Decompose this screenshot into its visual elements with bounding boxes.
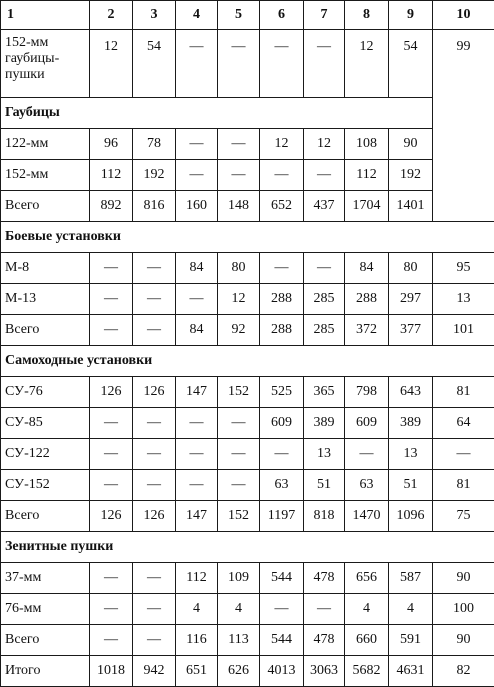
table-cell: —: [304, 253, 345, 284]
table-cell: 100: [433, 594, 494, 625]
table-cell: —: [260, 160, 304, 191]
table-cell: 643: [389, 377, 433, 408]
table-cell: —: [260, 439, 304, 470]
table-cell: 13: [389, 439, 433, 470]
table-cell: —: [90, 253, 133, 284]
row-label: Итого: [1, 656, 90, 687]
table-cell: 816: [133, 191, 176, 222]
table-cell: 13: [304, 439, 345, 470]
table-cell: 1470: [345, 501, 389, 532]
table-cell: 288: [260, 284, 304, 315]
header-cell: 4: [176, 1, 218, 30]
table-cell: —: [176, 470, 218, 501]
table-cell: —: [218, 129, 260, 160]
table-row: [1, 377, 494, 408]
table-cell: 609: [345, 408, 389, 439]
table-cell: 3063: [304, 656, 345, 687]
header-cell: 10: [433, 1, 494, 30]
table-cell: 80: [389, 253, 433, 284]
table-cell: 51: [304, 470, 345, 501]
table-cell: 116: [176, 625, 218, 656]
table-cell: 4: [218, 594, 260, 625]
table-cell: —: [133, 625, 176, 656]
table-cell: 478: [304, 563, 345, 594]
table-cell: 798: [345, 377, 389, 408]
table-cell: 82: [433, 656, 494, 687]
row-label: СУ-122: [1, 439, 90, 470]
table-cell: —: [133, 253, 176, 284]
table-cell: —: [133, 284, 176, 315]
table-row: [1, 191, 494, 222]
table-cell: 942: [133, 656, 176, 687]
table-cell: 112: [176, 563, 218, 594]
table-cell: —: [260, 30, 304, 98]
table-cell: 54: [389, 30, 433, 98]
table-cell: 126: [90, 501, 133, 532]
table-cell: 1096: [389, 501, 433, 532]
table-row-grand-total: [1, 656, 494, 687]
table-cell: —: [218, 160, 260, 191]
table-cell: —: [133, 470, 176, 501]
table-row: [1, 470, 494, 501]
row-label: Всего: [1, 501, 90, 532]
table-cell: —: [433, 439, 494, 470]
table-cell: 12: [218, 284, 260, 315]
table-cell: 372: [345, 315, 389, 346]
section-title: Зенитные пушки: [1, 532, 494, 563]
row-label: СУ-76: [1, 377, 90, 408]
table-cell: —: [176, 30, 218, 98]
table-cell: 389: [389, 408, 433, 439]
table-cell: 113: [218, 625, 260, 656]
table-cell: 4631: [389, 656, 433, 687]
header-cell: 6: [260, 1, 304, 30]
table-cell: 4013: [260, 656, 304, 687]
table-cell: 4: [345, 594, 389, 625]
table-cell: 437: [304, 191, 345, 222]
header-cell: 7: [304, 1, 345, 30]
header-cell: 5: [218, 1, 260, 30]
table-row: [1, 439, 494, 470]
table-cell: 12: [90, 30, 133, 98]
table-cell: —: [218, 30, 260, 98]
table-cell: —: [176, 408, 218, 439]
section-row: [1, 222, 494, 253]
table-cell: —: [260, 594, 304, 625]
row-label: 122-мм: [1, 129, 90, 160]
table-cell: 285: [304, 315, 345, 346]
section-title: Самоходные установки: [1, 346, 494, 377]
table-cell: 544: [260, 625, 304, 656]
row-label: 152-мм гаубицы-пушки: [1, 30, 90, 98]
table-cell: 75: [433, 501, 494, 532]
table-cell: 78: [133, 129, 176, 160]
table-cell: 112: [90, 160, 133, 191]
table-cell: —: [176, 284, 218, 315]
row-label: СУ-85: [1, 408, 90, 439]
table-cell: —: [133, 408, 176, 439]
table-cell: —: [176, 129, 218, 160]
table-cell: 656: [345, 563, 389, 594]
table-cell: 192: [133, 160, 176, 191]
table-cell: 525: [260, 377, 304, 408]
section-row: [1, 98, 494, 129]
table-cell: —: [218, 408, 260, 439]
table-cell: 365: [304, 377, 345, 408]
row-label: 37-мм: [1, 563, 90, 594]
table-cell: 609: [260, 408, 304, 439]
table-cell: —: [133, 439, 176, 470]
table-cell: 90: [433, 625, 494, 656]
table-cell: 544: [260, 563, 304, 594]
header-cell: 8: [345, 1, 389, 30]
table-cell: —: [90, 408, 133, 439]
table-cell: 478: [304, 625, 345, 656]
table-row: [1, 30, 494, 98]
row-label: 76-мм: [1, 594, 90, 625]
table-cell: 4: [389, 594, 433, 625]
table-cell: —: [133, 563, 176, 594]
row-label: Всего: [1, 315, 90, 346]
table-cell: —: [133, 315, 176, 346]
table-cell: 126: [133, 377, 176, 408]
table-row: [1, 284, 494, 315]
table-row: [1, 315, 494, 346]
table-cell: —: [90, 625, 133, 656]
table-cell: —: [90, 439, 133, 470]
table-cell: —: [260, 253, 304, 284]
table-cell: —: [90, 315, 133, 346]
table-cell: 80: [218, 253, 260, 284]
table-cell: 126: [90, 377, 133, 408]
table-cell: 160: [176, 191, 218, 222]
table-cell: 13: [433, 284, 494, 315]
table-cell: 95: [433, 253, 494, 284]
table-cell: 147: [176, 377, 218, 408]
row-label: М-8: [1, 253, 90, 284]
table-cell: 148: [218, 191, 260, 222]
table-cell: 12: [260, 129, 304, 160]
table-cell: —: [218, 470, 260, 501]
section-title: Боевые установки: [1, 222, 494, 253]
row-label: СУ-152: [1, 470, 90, 501]
table-cell: 4: [176, 594, 218, 625]
table-cell: 285: [304, 284, 345, 315]
row-label: Всего: [1, 625, 90, 656]
table-cell: 626: [218, 656, 260, 687]
header-cell: 9: [389, 1, 433, 30]
table-cell: 587: [389, 563, 433, 594]
table-cell: 84: [345, 253, 389, 284]
table-cell: 1197: [260, 501, 304, 532]
table-cell: 96: [90, 129, 133, 160]
table-cell: 64: [433, 408, 494, 439]
table-row: [1, 160, 494, 191]
header-cell: 2: [90, 1, 133, 30]
table-cell: 377: [389, 315, 433, 346]
table-cell: 1401: [389, 191, 433, 222]
table-cell: 63: [345, 470, 389, 501]
table-cell: 81: [433, 377, 494, 408]
table-cell: —: [304, 594, 345, 625]
table-row: [1, 625, 494, 656]
table-cell: 1704: [345, 191, 389, 222]
table-cell: 892: [90, 191, 133, 222]
table-row: [1, 408, 494, 439]
section-row: [1, 532, 494, 563]
table-cell: 288: [345, 284, 389, 315]
table-row: [1, 563, 494, 594]
table-cell: 54: [133, 30, 176, 98]
table-cell: 81: [433, 470, 494, 501]
table-cell: —: [90, 563, 133, 594]
table-cell: 192: [389, 160, 433, 191]
table-row: [1, 501, 494, 532]
table-cell: 152: [218, 501, 260, 532]
header-cell: 1: [1, 1, 90, 30]
table-cell: —: [90, 470, 133, 501]
table-cell: —: [304, 160, 345, 191]
table-row: [1, 253, 494, 284]
table-cell: —: [176, 160, 218, 191]
table-cell: —: [176, 439, 218, 470]
table-cell: 1018: [90, 656, 133, 687]
table-cell: 101: [433, 315, 494, 346]
table-cell: 591: [389, 625, 433, 656]
table-cell: 109: [218, 563, 260, 594]
table-cell: —: [345, 439, 389, 470]
table-cell: 108: [345, 129, 389, 160]
row-label: Всего: [1, 191, 90, 222]
table-cell-merged: 99: [433, 30, 494, 222]
table-cell: 63: [260, 470, 304, 501]
table-row: [1, 129, 494, 160]
table-cell: 147: [176, 501, 218, 532]
table-cell: 84: [176, 253, 218, 284]
table-row: [1, 594, 494, 625]
row-label: 152-мм: [1, 160, 90, 191]
table-cell: 92: [218, 315, 260, 346]
table-cell: 51: [389, 470, 433, 501]
section-title: Гаубицы: [1, 98, 433, 129]
table-cell: 818: [304, 501, 345, 532]
table-cell: 652: [260, 191, 304, 222]
table-cell: 288: [260, 315, 304, 346]
table-cell: 112: [345, 160, 389, 191]
table-cell: 297: [389, 284, 433, 315]
table-cell: 152: [218, 377, 260, 408]
table-cell: —: [133, 594, 176, 625]
table-cell: 12: [304, 129, 345, 160]
table-cell: 389: [304, 408, 345, 439]
table-cell: —: [218, 439, 260, 470]
table-cell: 84: [176, 315, 218, 346]
header-row: [1, 1, 494, 30]
row-label: М-13: [1, 284, 90, 315]
table-cell: 90: [389, 129, 433, 160]
table-cell: —: [304, 30, 345, 98]
table-cell: 660: [345, 625, 389, 656]
table-cell: 126: [133, 501, 176, 532]
table-cell: —: [90, 594, 133, 625]
table-cell: 90: [433, 563, 494, 594]
section-row: [1, 346, 494, 377]
header-cell: 3: [133, 1, 176, 30]
table-cell: 651: [176, 656, 218, 687]
table-cell: —: [90, 284, 133, 315]
table-cell: 5682: [345, 656, 389, 687]
table-cell: 12: [345, 30, 389, 98]
